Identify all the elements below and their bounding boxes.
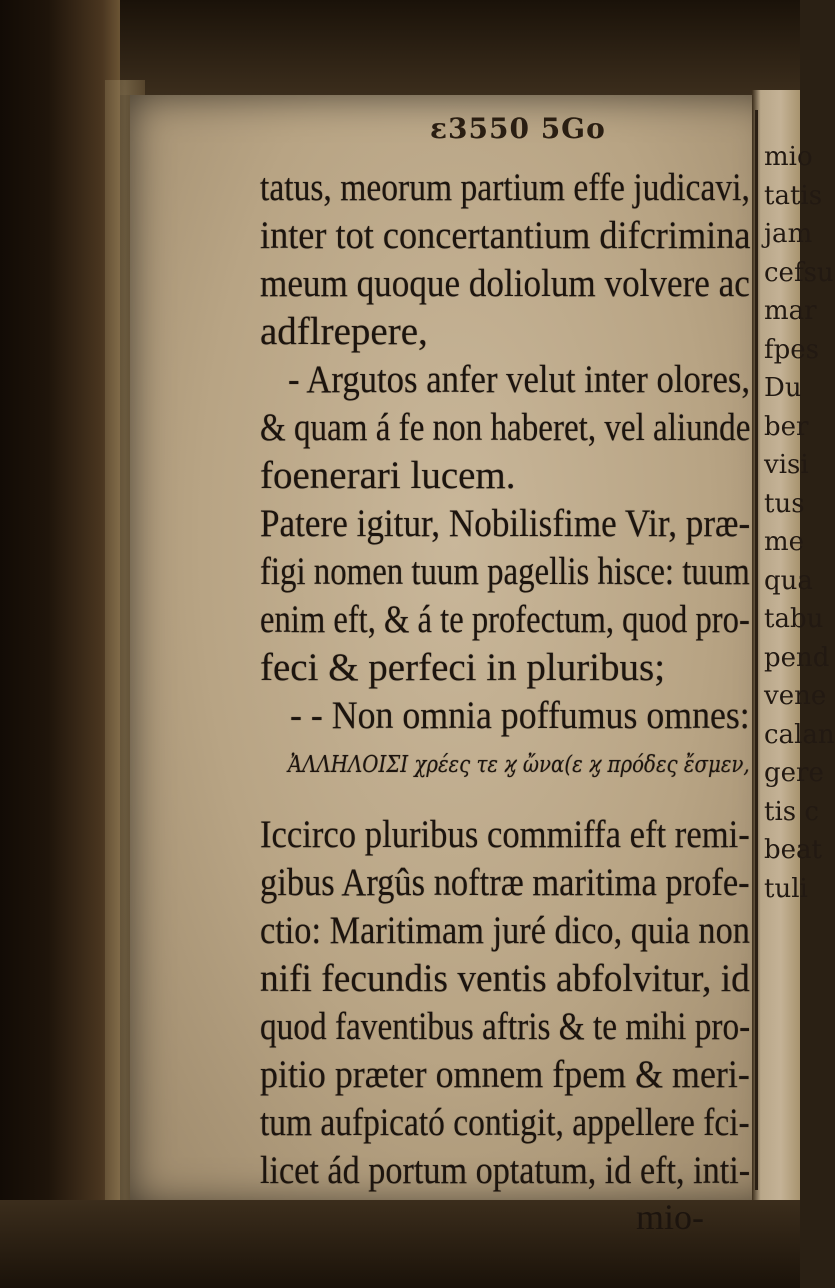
text-line: adflrepere,: [260, 310, 428, 353]
right-fragment: calan: [764, 719, 835, 750]
right-page-text: [764, 138, 835, 908]
right-fragment: fpes: [764, 334, 819, 365]
text-line: Iccirco pluribus commiffa eft remi-: [260, 813, 750, 856]
text-line: ctio: Maritimam juré dico, quia non: [260, 909, 750, 952]
text-line: tatus, meorum partium effe judicavi,: [260, 166, 750, 209]
catchword: mio-: [636, 1197, 704, 1237]
right-fragment: vene: [764, 681, 827, 711]
right-fragment: tus: [764, 488, 805, 519]
text-line: Patere igitur, Nobilisfime Vir, præ-: [260, 502, 751, 545]
right-fragment: mar: [764, 296, 817, 326]
text-line: licet ád portum optatum, id eft, inti-: [260, 1149, 751, 1192]
right-fragment: tatis: [764, 180, 823, 211]
text-line: inter tot concertantium difcrimina: [260, 214, 751, 257]
gutter-line: [755, 110, 758, 1190]
greek-line: ἈΛΛΗΛΟΙΣΙ χρέες τε ϗ ὤνα(ε ϗ πρόδες ἔσμεν,: [288, 752, 750, 778]
text-line: - - Non omnia poffumus omnes:: [290, 694, 750, 737]
text-line: foenerari lucem.: [260, 454, 516, 497]
text-line: tum aufpicató contigit, appellere fci-: [260, 1101, 750, 1144]
right-fragment: tuli: [764, 873, 808, 904]
right-fragment: gere: [764, 758, 824, 788]
right-fragment: tabu: [764, 604, 824, 634]
right-fragment: ber: [764, 411, 809, 442]
page-header: ε3550 5Go: [430, 112, 606, 145]
text-line: meum quoque doliolum volvere ac: [260, 262, 750, 305]
right-fragment: tis c: [764, 796, 819, 827]
text-line: gibus Argûs noftræ maritima profe-: [260, 861, 750, 904]
right-fragment: pend: [764, 642, 830, 673]
text-line: nifi fecundis ventis abfolvitur, id: [260, 957, 750, 1000]
text-line: & quam á fe non haberet, vel aliunde: [260, 406, 751, 449]
text-line: - Argutos anfer velut inter olores,: [288, 358, 751, 401]
right-fragment: me: [764, 527, 805, 557]
right-fragment: qua: [764, 565, 813, 596]
right-fragment: visi: [764, 450, 809, 480]
text-line: enim eft, & á te profectum, quod pro-: [260, 598, 750, 641]
text-line: feci & perfeci in pluribus;: [260, 646, 666, 689]
right-fragment: mio: [764, 142, 813, 172]
text-line: pitio præter omnem fpem & meri-: [260, 1053, 750, 1096]
right-fragment: Du: [764, 373, 802, 403]
right-fragment: beat: [764, 835, 822, 865]
right-fragment: jam: [764, 219, 813, 249]
text-line: quod faventibus aftris & te mihi pro-: [260, 1005, 751, 1048]
text-line: figi nomen tuum pagellis hisce: tuum: [260, 550, 750, 593]
book-spine: [0, 0, 120, 1288]
right-fragment: cefsu: [764, 257, 834, 288]
